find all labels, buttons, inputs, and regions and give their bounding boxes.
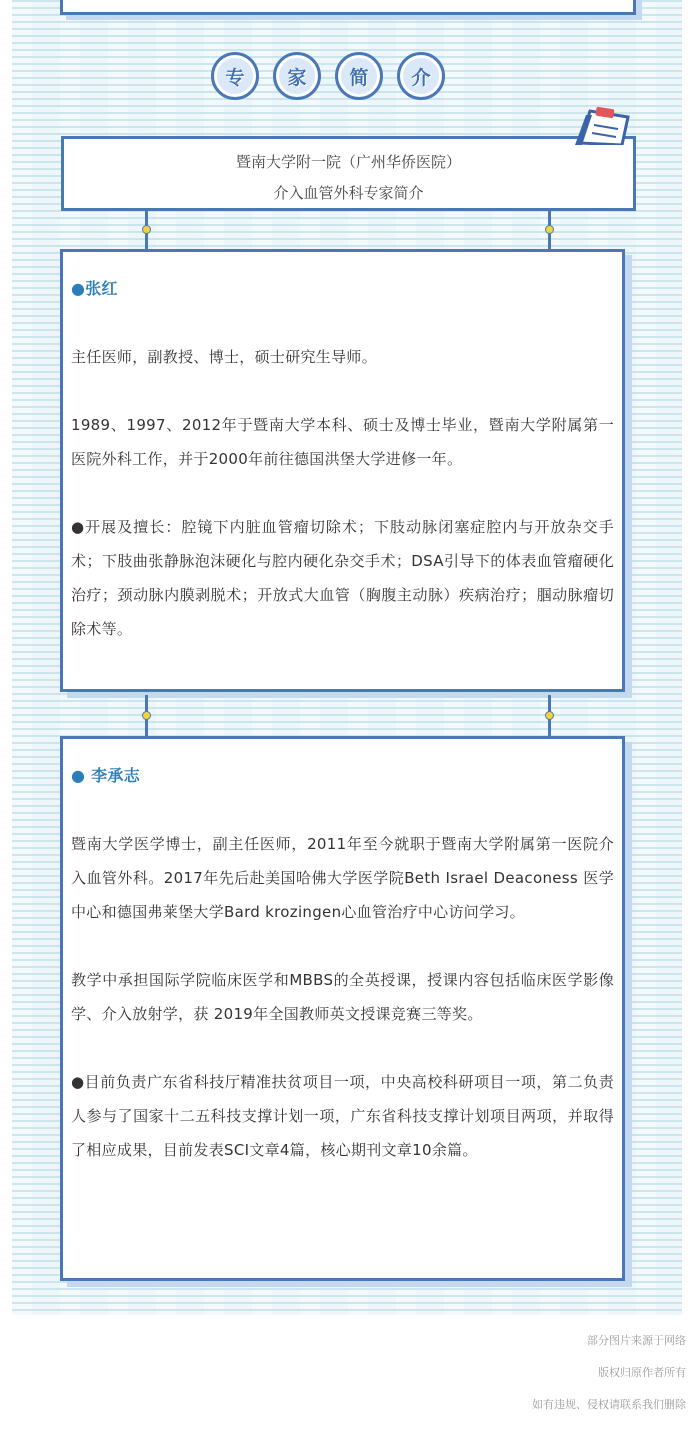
expert-card-1 xyxy=(60,249,625,692)
expert-background: 暨南大学医学博士，副主任医师，2011年至今就职于暨南大学附属第一医院介入血管外科。2017年先后赴美国哈佛大学医学院Beth Israel Deaconess 医学中心和德国弗莱堡大学Bard krozingen心血管治疗中心访问学习。 xyxy=(71,835,614,921)
footer-line-1: 部分图片来源于网络 xyxy=(587,1334,686,1347)
expert-title: 主任医师，副教授、博士，硕士研究生导师。 xyxy=(71,348,378,366)
connector-dot-left-1 xyxy=(142,225,151,234)
expert-name: ●张红 xyxy=(71,279,118,298)
expert-research: ●目前负责广东省科技厅精准扶贫项目一项，中央高校科研项目一项，第二负责人参与了国家十二五科技支撑计划一项，广东省科技支撑计划项目两项，并取得了相应成果，目前发表SCI文章4篇，核心期刊文章10余篇。 xyxy=(71,1073,614,1159)
connector-dot-right-1 xyxy=(545,225,554,234)
expert-specialties: ●开展及擅长：腔镜下内脏血管瘤切除术；下肢动脉闭塞症腔内与开放杂交手术；下肢曲张静脉泡沫硬化与腔内硬化杂交手术；DSA引导下的体表血管瘤硬化治疗；颈动脉内膜剥脱术；开放式大血管（胸腹主动脉）疾病治疗；腘动脉瘤切除术等。 xyxy=(71,518,614,638)
title-char-3: 简 xyxy=(335,52,383,100)
connector-dot-left-2 xyxy=(142,711,151,720)
expert-card-2 xyxy=(60,736,625,1281)
expert-name: ● 李承志 xyxy=(71,766,141,785)
header-box xyxy=(61,136,636,211)
title-char-4: 介 xyxy=(397,52,445,100)
footer-line-3: 如有违规、侵权请联系我们删除 xyxy=(532,1398,686,1411)
title-char-2: 家 xyxy=(273,52,321,100)
clipboard-icon xyxy=(572,105,632,145)
department-title: 介入血管外科专家简介 xyxy=(273,184,424,202)
hospital-name: 暨南大学附一院（广州华侨医院） xyxy=(235,153,461,171)
copyright-footer xyxy=(532,1325,686,1421)
footer-line-2: 版权归原作者所有 xyxy=(598,1366,686,1379)
connector-dot-right-2 xyxy=(545,711,554,720)
title-char-1: 专 xyxy=(211,52,259,100)
expert-teaching: 教学中承担国际学院临床医学和MBBS的全英授课，授课内容包括临床医学影像学、介入放射学，获 2019年全国教师英文授课竞赛三等奖。 xyxy=(71,971,614,1023)
section-title xyxy=(211,52,445,100)
previous-card-bottom xyxy=(60,0,636,15)
expert-education: 1989、1997、2012年于暨南大学本科、硕士及博士毕业，暨南大学附属第一医院外科工作，并于2000年前往德国洪堡大学进修一年。 xyxy=(71,416,614,468)
